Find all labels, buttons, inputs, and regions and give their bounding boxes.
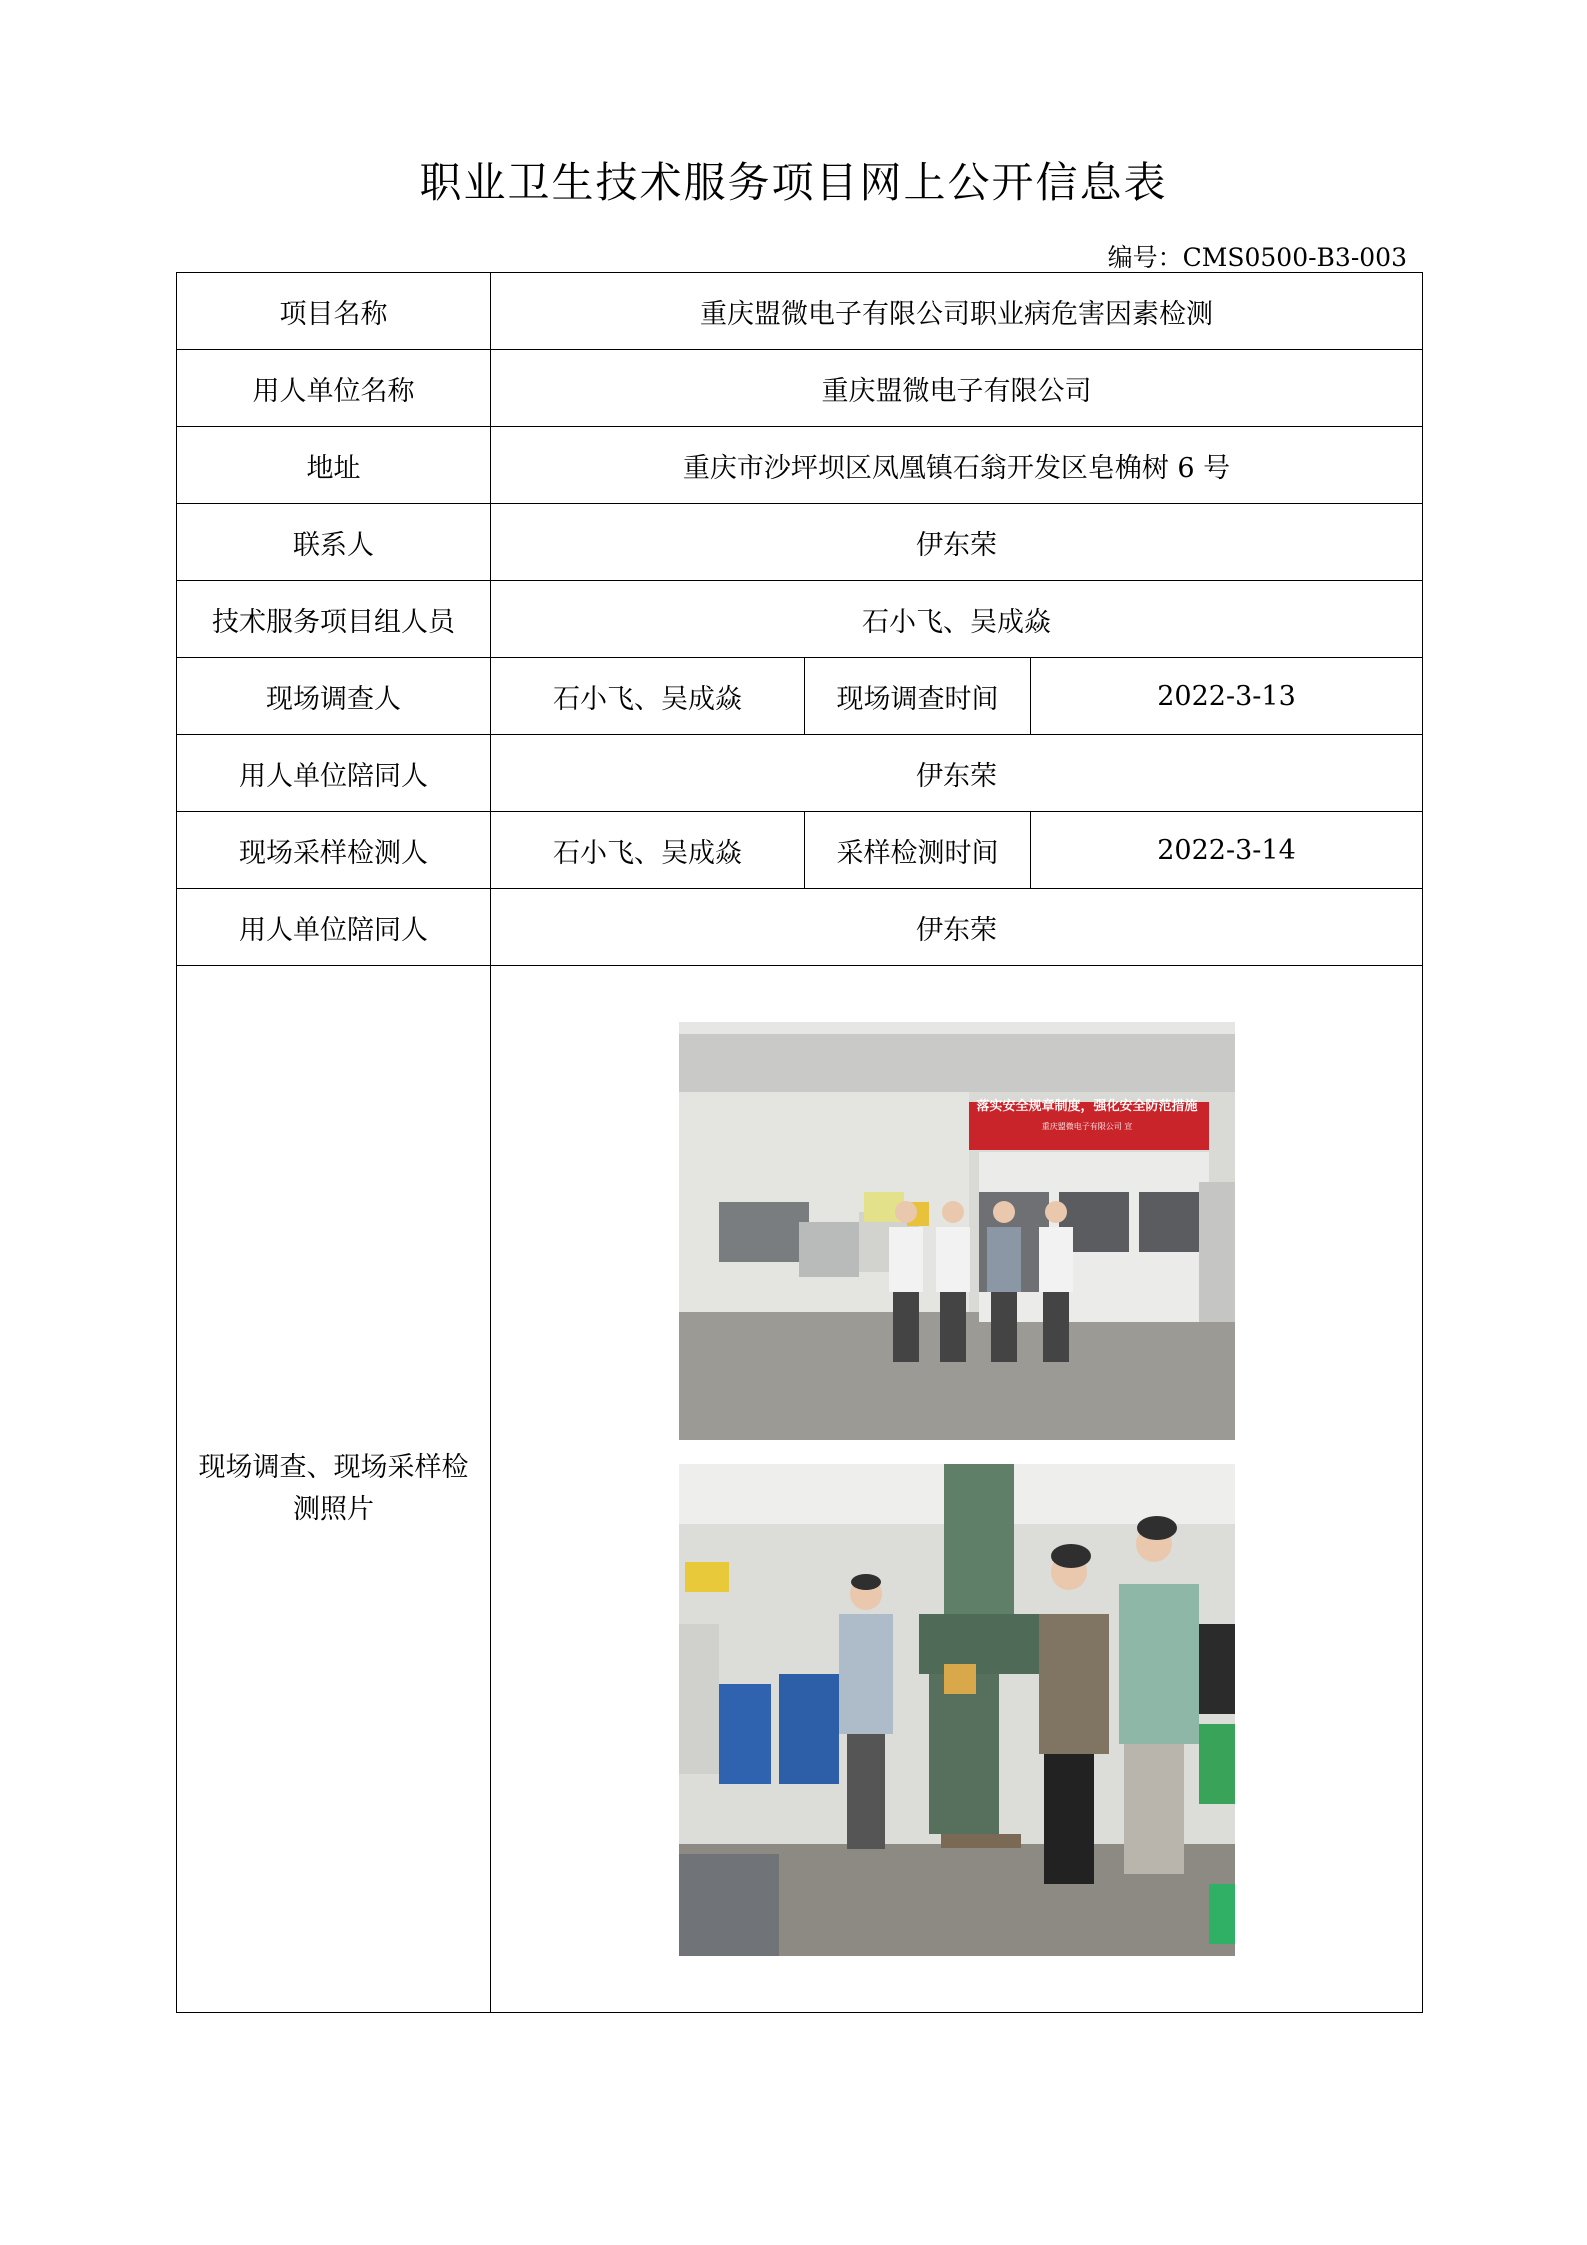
label-cell: 技术服务项目组人员 [177, 581, 491, 658]
photo-banner [967, 1094, 1207, 1142]
info-table [176, 272, 1423, 2013]
site-sampling-photo-image [679, 1464, 1235, 1956]
value-cell: 伊东荣 [491, 735, 1423, 812]
label-cell: 采样检测时间 [805, 812, 1031, 889]
value-cell: 石小飞、吴成焱 [491, 812, 805, 889]
photos-cell [491, 966, 1423, 2013]
row-survey-escort [177, 735, 1423, 812]
value-cell: 重庆市沙坪坝区凤凰镇石翁开发区皂桷树 6 号 [491, 427, 1423, 504]
value-cell: 伊东荣 [491, 504, 1423, 581]
site-sampling-photo [679, 1464, 1235, 1956]
value-cell: 石小飞、吴成焱 [491, 581, 1423, 658]
date-cell: 2022-3-13 [1031, 658, 1423, 735]
label-cell: 用人单位陪同人 [177, 735, 491, 812]
banner-sub-text: 重庆盟微电子有限公司 宣 [1041, 1122, 1133, 1131]
label-cell: 现场调查人 [177, 658, 491, 735]
value-cell: 石小飞、吴成焱 [491, 658, 805, 735]
row-team [177, 581, 1423, 658]
label-cell: 现场采样检测人 [177, 812, 491, 889]
site-survey-photo [679, 1022, 1235, 1440]
label-cell: 地址 [177, 427, 491, 504]
row-project-name [177, 273, 1423, 350]
row-contact [177, 504, 1423, 581]
row-photos [177, 966, 1423, 2013]
date-cell: 2022-3-14 [1031, 812, 1423, 889]
value-cell: 重庆盟微电子有限公司职业病危害因素检测 [491, 273, 1423, 350]
document-number: 编号：CMS0500-B3-003 [1107, 243, 1407, 272]
banner-main-text: 落实安全规章制度，强化安全防范措施 [976, 1099, 1198, 1114]
label-cell: 现场调查时间 [805, 658, 1031, 735]
label-cell: 项目名称 [177, 273, 491, 350]
label-cell: 用人单位名称 [177, 350, 491, 427]
photo-stack [491, 1022, 1422, 1956]
label-cell: 联系人 [177, 504, 491, 581]
row-survey [177, 658, 1423, 735]
row-sampling-escort [177, 889, 1423, 966]
page-title: 职业卫生技术服务项目网上公开信息表 [419, 158, 1168, 207]
row-sampling [177, 812, 1423, 889]
row-employer-name [177, 350, 1423, 427]
row-address [177, 427, 1423, 504]
value-cell: 重庆盟微电子有限公司 [491, 350, 1423, 427]
value-cell: 伊东荣 [491, 889, 1423, 966]
site-survey-photo-image [679, 1022, 1235, 1440]
label-cell: 用人单位陪同人 [177, 889, 491, 966]
label-cell: 现场调查、现场采样检测照片 [177, 966, 491, 2013]
